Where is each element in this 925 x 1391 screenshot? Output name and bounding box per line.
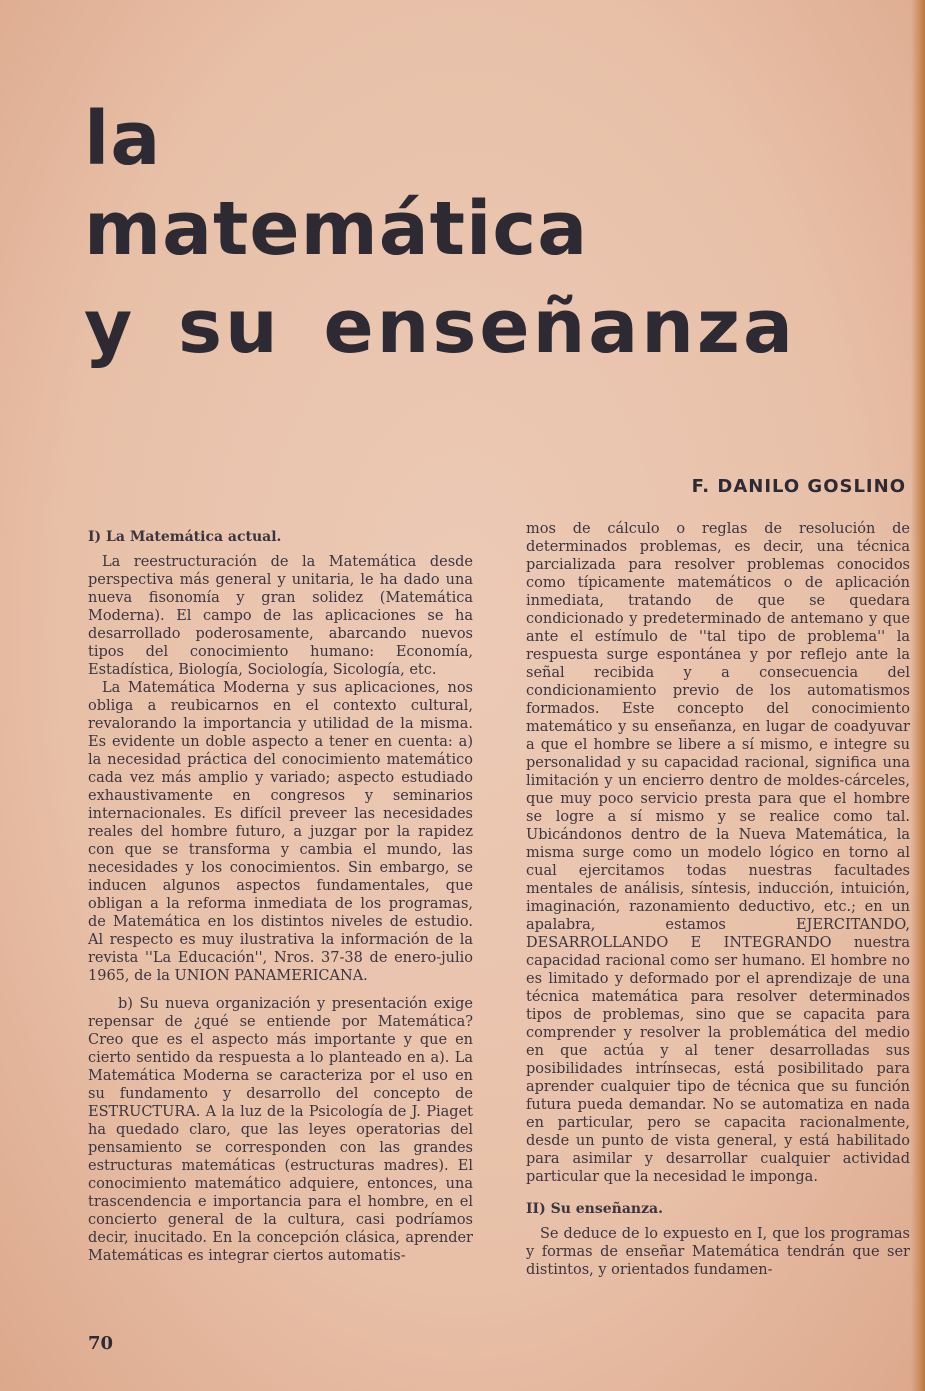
paragraph: Se deduce de lo expuesto en I, que los programas y formas de enseñar Matemática tendrán que ser distintos, y orientados fundamen- (526, 1226, 910, 1278)
page-number: 70 (88, 1333, 114, 1354)
paragraph: La reestructuración de la Matemática desde perspectiva más general y unitaria, le ha dado una nueva fisonomía y gran solidez (Matemática Moderna). El campo de las aplicaciones se ha desarrollado poderosamente, abarcando nuevos tipos del conocimiento humano: Economía, Estadística, Biología, Sociología, Sicología, etc. (88, 554, 473, 678)
text-column-right (526, 520, 910, 1279)
title-line-1: la (84, 96, 162, 182)
paragraph: La Matemática Moderna y sus aplicaciones, nos obliga a reubicarnos en el contexto cultural, revalorando la importancia y utilidad de la misma. Es evidente un doble aspecto a tener en cuenta: a) la necesidad práctica del conocimiento matemático cada vez más amplio y variado; aspecto estudiado exhaustivamente en congresos y seminarios internacionales. Es difícil preveer las necesidades reales del hombre futuro, a juzgar por la rapidez con que se transforma y cambia el mundo, las necesidades y los conocimientos. Sin embargo, se inducen algunos aspectos fundamentales, que obligan a la reforma inmediata de los programas, de Matemática en los distintos niveles de estudio. Al respecto es muy ilustrativa la información de la revista ''La Educación'', Nros. 37-38 de enero-julio 1965, de la UNION PANAMERICANA. (88, 680, 473, 984)
title-line-3: y su enseñanza (84, 284, 796, 370)
paragraph: b) Su nueva organización y presentación exige repensar de ¿qué se entiende por Matemática? Creo que es el aspecto más importante y que en cierto sentido da respuesta a lo planteado en a). La Matemática Moderna se caracteriza por el uso en su fundamento y desarrollo del concepto de ESTRUCTURA. A la luz de la Psicología de J. Piaget ha quedado claro, que las leyes operatorias del pensamiento se corresponden con las grandes estructuras matemáticas (estructuras madres). El conocimiento matemático adquiere, entonces, una trascendencia e importancia para el hombre, en el concierto general de la cultura, casi podríamos decir, inucitado. En la concepción clásica, aprender Matemáticas es integrar ciertos automatis- (88, 996, 473, 1264)
title-line-2: matemática (84, 186, 589, 272)
section-heading-2: II) Su enseñanza. (526, 1201, 663, 1217)
text-column-left (88, 520, 473, 1265)
section-heading-1: I) La Matemática actual. (88, 529, 282, 545)
author-name: F. DANILO GOSLINO (691, 476, 906, 497)
paragraph: mos de cálculo o reglas de resolución de determinados problemas, es decir, una técnica parcializada para resolver problemas conocidos como típicamente matemáticos o de aplicación inmediata, tratando de que se quedara condicionado y predeterminado de antemano y que ante el estímulo de ''tal tipo de problema'' la respuesta surge espontánea y por reflejo ante la señal recibida y a consecuencia del condicionamiento previo de los automatismos formados. Este concepto del conocimiento matemático y su enseñanza, en lugar de coadyuvar a que el hombre se libere a sí mismo, e integre su personalidad y su capacidad racional, significa una limitación y un encierro dentro de moldes-cárceles, que muy poco servicio presta para que el hombre se logre a sí mismo y se realice como tal. Ubicándonos dentro de la Nueva Matemática, la misma surge como un modelo lógico en torno al cual ejercitamos todas nuestras facultades mentales de análisis, síntesis, inducción, intuición, imaginación, razonamiento deductivo, etc.; en un apalabra, estamos EJERCITANDO, DESARROLLANDO E INTEGRANDO nuestra capacidad racional como ser humano. El hombre no es limitado y deformado por el aprendizaje de una técnica matemática para resolver determinados tipos de problemas, sino que se capacita para comprender y resolver la problemática del medio en que actúa y al tener desarrolladas sus posibilidades intrínsecas, está posibilitado para aprender cualquier tipo de técnica que su función futura pueda demandar. No se automatiza en nada en particular, pero se capacita racionalmente, desde un punto de vista general, y está habilitado para asimilar y desarrollar cualquier actividad particular que la necesidad le imponga. (526, 521, 910, 1185)
page-edge-shadow (911, 0, 925, 1391)
